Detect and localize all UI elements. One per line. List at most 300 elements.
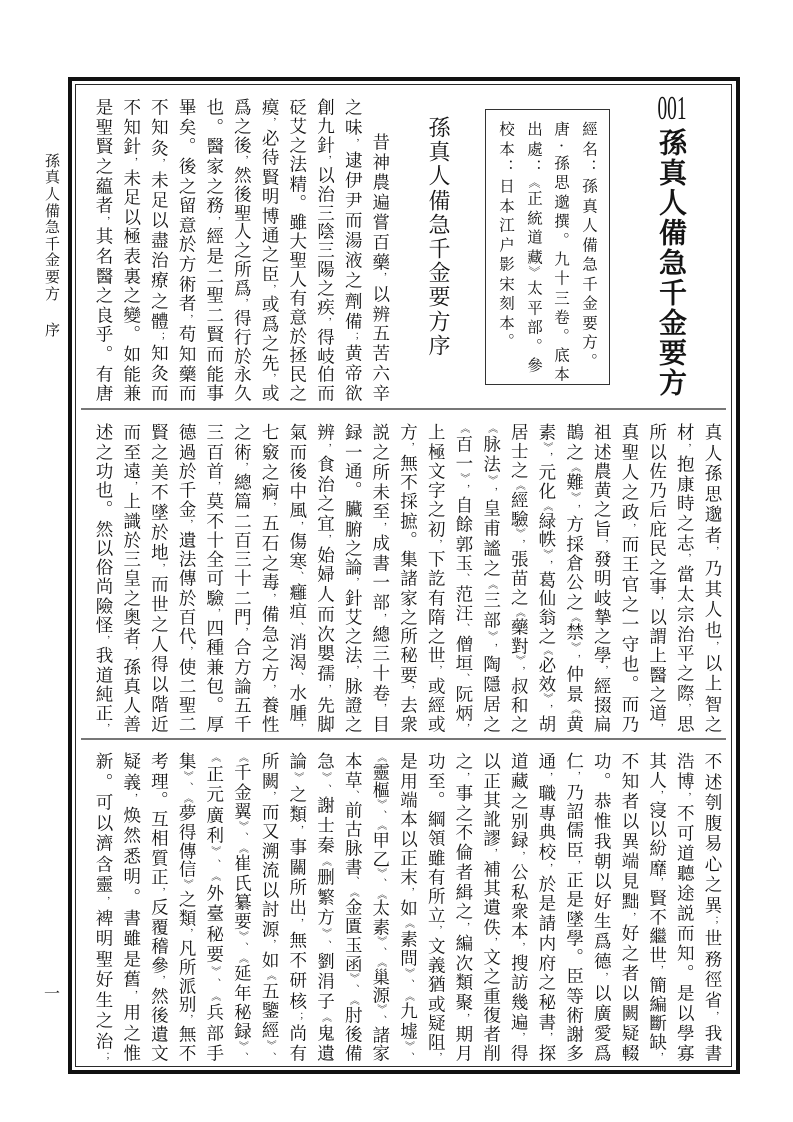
punctuation-glyph: ，: [679, 442, 691, 453]
character-glyph: 心: [702, 854, 722, 873]
character-glyph: 鵲: [563, 423, 584, 441]
text-column: [342, 752, 362, 1062]
character-glyph: 秘: [535, 993, 556, 1011]
character-glyph: 怪: [93, 615, 113, 634]
character-glyph: 義: [120, 772, 141, 791]
punctuation-glyph: ，: [291, 918, 303, 929]
character-glyph: 官: [619, 575, 639, 593]
character-glyph: 生: [93, 990, 113, 1009]
character-glyph: 五: [231, 696, 252, 714]
character-glyph: 傳: [176, 569, 197, 587]
character-glyph: 爲: [231, 279, 252, 297]
character-glyph: 所: [176, 957, 197, 976]
character-glyph: 人: [120, 696, 141, 714]
character-glyph: 異: [702, 895, 722, 914]
punctuation-glyph: ，: [98, 895, 109, 906]
character-glyph: 上: [425, 423, 446, 441]
character-glyph: 於: [176, 235, 197, 253]
character-glyph: 通: [342, 461, 363, 480]
punctuation-glyph: 。: [120, 325, 141, 343]
punctuation-glyph: 、: [319, 940, 331, 950]
punctuation-glyph: 、: [236, 1051, 248, 1062]
character-glyph: 逮: [342, 150, 363, 169]
character-glyph: 或: [425, 994, 446, 1012]
character-glyph: 之: [231, 241, 252, 259]
punctuation-glyph: ，: [651, 964, 663, 975]
character-glyph: 正: [148, 867, 169, 886]
text-column: [287, 98, 307, 402]
character-glyph: 所: [425, 887, 446, 905]
character-glyph: 佚: [480, 917, 501, 935]
character-glyph: 得: [231, 308, 252, 327]
character-glyph: 廣: [203, 805, 224, 824]
character-glyph: 識: [120, 511, 141, 529]
character-glyph: 賢: [148, 423, 169, 441]
entry-number: 001: [657, 90, 687, 127]
character-glyph: 十: [203, 530, 224, 549]
character-glyph: 之: [259, 644, 280, 662]
character-glyph: 體: [148, 311, 169, 330]
character-glyph: 校: [535, 843, 556, 861]
character-glyph: 氣: [286, 423, 307, 441]
punctuation-glyph: 》: [347, 973, 359, 984]
character-glyph: 險: [93, 596, 113, 614]
character-glyph: 二: [203, 305, 224, 324]
character-glyph: 法: [176, 550, 197, 568]
character-glyph: 述: [702, 772, 722, 791]
character-glyph: 典: [535, 823, 556, 841]
character-glyph: 岐: [314, 346, 335, 364]
character-glyph: 遺: [148, 1025, 169, 1043]
character-glyph: 我: [702, 1023, 722, 1042]
character-glyph: 金: [580, 295, 598, 311]
character-glyph: 明: [120, 867, 141, 885]
character-glyph: 藏: [508, 772, 529, 790]
character-glyph: 名: [93, 247, 113, 265]
character-glyph: 之: [342, 538, 363, 557]
character-glyph: 述: [93, 423, 113, 441]
character-glyph: 本: [342, 752, 363, 770]
punctuation-glyph: 、: [374, 809, 386, 820]
character-glyph: 疽: [286, 602, 307, 620]
character-glyph: 於: [286, 327, 307, 345]
punctuation-glyph: ；: [707, 916, 718, 927]
character-glyph: 范: [452, 584, 473, 603]
character-glyph: 十: [552, 270, 570, 286]
character-glyph: 之: [259, 245, 280, 263]
character-glyph: 事: [452, 783, 473, 802]
character-glyph: 外: [203, 884, 224, 902]
punctuation-glyph: 》: [236, 820, 248, 831]
text-column: [176, 752, 196, 1062]
character-glyph: 使: [176, 657, 197, 675]
character-glyph: 阻: [425, 1033, 446, 1051]
character-glyph: 能: [203, 364, 224, 383]
punctuation-glyph: ，: [264, 502, 276, 512]
character-glyph: 必: [259, 129, 280, 147]
character-glyph: 派: [176, 976, 197, 994]
character-glyph: 去: [397, 696, 418, 714]
character-glyph: 聽: [674, 864, 695, 882]
character-glyph: 博: [259, 206, 280, 224]
character-glyph: 孫: [580, 178, 598, 194]
character-glyph: 立: [425, 906, 446, 924]
character-glyph: 是: [120, 949, 141, 968]
character-glyph: 素: [397, 929, 418, 948]
character-glyph: 手: [203, 1044, 224, 1062]
character-glyph: 匱: [342, 917, 363, 935]
character-glyph: 以: [591, 872, 612, 890]
text-column: [315, 752, 335, 1062]
character-glyph: 類: [452, 973, 473, 991]
punctuation-glyph: ，: [236, 154, 248, 165]
character-glyph: 而: [176, 384, 197, 402]
character-glyph: 奥: [120, 607, 141, 626]
character-glyph: 針: [120, 137, 141, 155]
character-glyph: 核: [286, 991, 307, 1009]
character-glyph: 徑: [702, 970, 722, 988]
punctuation-glyph: 。: [93, 772, 113, 791]
character-glyph: 味: [342, 118, 363, 136]
text-column: [231, 423, 251, 733]
character-glyph: 之: [203, 176, 224, 195]
punctuation-glyph: 、: [291, 571, 303, 582]
character-glyph: 之: [452, 902, 473, 920]
entry-title: [655, 127, 687, 399]
text-column: [453, 752, 473, 1062]
character-glyph: 録: [508, 831, 529, 849]
character-glyph: 乃: [563, 782, 584, 801]
character-glyph: 功: [425, 752, 446, 770]
character-glyph: 利: [203, 826, 224, 844]
running-title: [42, 152, 62, 304]
text-column: [259, 98, 279, 402]
character-glyph: 惟: [120, 1044, 141, 1062]
punctuation-glyph: ，: [457, 484, 469, 495]
character-glyph: 者: [702, 525, 722, 544]
band-divider: [81, 738, 726, 740]
character-glyph: 博: [674, 772, 695, 790]
character-glyph: 出: [525, 121, 543, 137]
character-glyph: 真: [655, 158, 688, 186]
character-glyph: 然: [93, 519, 113, 537]
character-glyph: 之: [369, 443, 390, 461]
text-column: [204, 98, 224, 402]
character-glyph: 新: [93, 752, 113, 770]
character-glyph: 砭: [286, 98, 307, 116]
punctuation-glyph: ，: [264, 791, 276, 802]
character-glyph: 葛: [535, 570, 556, 589]
character-glyph: 人: [425, 164, 450, 187]
character-glyph: 爲: [591, 932, 612, 950]
character-glyph: 家: [369, 1044, 390, 1062]
character-glyph: 經: [203, 227, 224, 245]
character-glyph: 關: [286, 857, 307, 876]
character-glyph: 太: [369, 899, 390, 917]
character-glyph: 知: [148, 343, 169, 362]
punctuation-glyph: ，: [651, 790, 663, 801]
character-glyph: 渴: [286, 652, 307, 671]
character-glyph: 治: [314, 184, 335, 203]
character-glyph: 俗: [93, 558, 113, 576]
character-glyph: 汪: [452, 603, 473, 622]
character-glyph: 卷: [369, 683, 390, 702]
character-glyph: 之: [93, 157, 113, 175]
character-glyph: 莫: [203, 492, 224, 510]
punctuation-glyph: ，: [457, 921, 469, 932]
character-glyph: 全: [203, 550, 224, 568]
character-glyph: 六: [369, 364, 390, 382]
character-glyph: 表: [120, 247, 141, 265]
character-glyph: 邈: [702, 505, 722, 523]
character-glyph: 苟: [176, 325, 197, 343]
character-glyph: 之: [508, 791, 529, 810]
character-glyph: 好: [619, 924, 639, 942]
character-glyph: 探: [535, 1044, 556, 1062]
punctuation-glyph: ，: [319, 316, 331, 327]
character-glyph: 遺: [176, 530, 197, 549]
character-glyph: 字: [425, 481, 446, 499]
character-glyph: 上: [646, 646, 667, 664]
character-glyph: 之: [535, 973, 556, 991]
character-glyph: 家: [203, 157, 224, 175]
character-glyph: 僧: [452, 634, 473, 653]
character-glyph: 真: [120, 676, 141, 695]
character-glyph: 爲: [259, 314, 280, 333]
character-glyph: 術: [176, 274, 197, 293]
character-glyph: 寡: [674, 1044, 695, 1062]
character-glyph: 搜: [508, 953, 529, 971]
character-glyph: 於: [176, 461, 197, 480]
character-glyph: 編: [452, 933, 473, 952]
character-glyph: 三: [231, 550, 252, 568]
punctuation-glyph: 》: [513, 655, 525, 666]
punctuation-glyph: ，: [264, 592, 276, 603]
character-glyph: 之: [93, 442, 113, 460]
punctuation-glyph: ，: [264, 283, 276, 294]
character-glyph: 不: [646, 907, 667, 926]
character-glyph: 正: [563, 871, 584, 889]
character-glyph: 朝: [591, 852, 612, 870]
character-glyph: 家: [397, 588, 418, 606]
character-glyph: 諸: [369, 1025, 390, 1044]
character-glyph: 理: [148, 771, 169, 789]
character-glyph: 太: [674, 585, 695, 603]
character-glyph: 而: [286, 442, 307, 461]
character-glyph: 庇: [646, 519, 667, 537]
character-glyph: 之: [508, 588, 529, 606]
character-glyph: 可: [203, 569, 224, 587]
character-glyph: 闕: [259, 771, 280, 790]
character-glyph: 道: [525, 229, 543, 245]
section-label: [42, 321, 62, 339]
character-glyph: 十: [231, 569, 252, 587]
character-glyph: 一: [619, 615, 639, 633]
punctuation-glyph: 、: [291, 621, 303, 632]
punctuation-glyph: 、: [374, 878, 386, 889]
character-glyph: 然: [231, 165, 252, 184]
character-glyph: 旨: [591, 519, 612, 537]
character-glyph: 廣: [591, 1004, 612, 1022]
character-glyph: 兼: [120, 384, 141, 402]
character-glyph: 備: [43, 202, 61, 218]
character-glyph: 於: [120, 530, 141, 549]
punctuation-glyph: 、: [347, 789, 359, 800]
character-glyph: 爲: [591, 1044, 612, 1062]
character-glyph: 後: [176, 157, 197, 175]
character-glyph: 邈: [552, 193, 570, 209]
character-glyph: 得: [148, 655, 169, 673]
character-glyph: 農: [369, 173, 390, 191]
character-glyph: 通: [259, 225, 280, 244]
character-glyph: 之: [342, 627, 363, 645]
info-line-source: [524, 119, 544, 387]
character-glyph: 知: [176, 344, 197, 363]
character-glyph: 其: [480, 790, 501, 809]
info-line-author: [551, 119, 571, 387]
punctuation-glyph: 》: [319, 772, 331, 782]
character-glyph: 世: [646, 945, 667, 964]
punctuation-glyph: ，: [540, 862, 552, 873]
character-glyph: 於: [535, 874, 556, 892]
character-glyph: 賢: [646, 888, 667, 907]
character-glyph: 皇: [120, 569, 141, 587]
character-glyph: 農: [591, 461, 612, 480]
character-glyph: 秘: [231, 1002, 252, 1021]
character-glyph: 要: [397, 665, 418, 683]
character-glyph: 浩: [674, 752, 695, 770]
character-glyph: 九: [552, 250, 570, 266]
character-glyph: 民: [646, 538, 667, 557]
character-glyph: 削: [480, 1044, 501, 1062]
punctuation-glyph: 、: [291, 672, 303, 683]
punctuation-glyph: ，: [98, 723, 109, 733]
character-glyph: 臣: [259, 264, 280, 283]
punctuation-glyph: 、: [181, 781, 193, 792]
character-glyph: 人: [148, 635, 169, 653]
character-glyph: 元: [203, 785, 224, 803]
punctuation-glyph: ，: [319, 533, 331, 544]
character-glyph: 得: [314, 327, 335, 346]
character-glyph: 以: [619, 812, 639, 830]
text-column: [702, 423, 722, 733]
character-glyph: 人: [655, 188, 688, 216]
character-glyph: 志: [674, 533, 695, 552]
character-glyph: 七: [259, 423, 280, 441]
character-glyph: 名: [580, 140, 598, 156]
character-glyph: 緑: [535, 511, 556, 530]
character-glyph: 無: [397, 453, 418, 472]
character-glyph: 其: [702, 579, 722, 597]
character-glyph: 府: [535, 953, 556, 971]
character-glyph: 痾: [259, 482, 280, 500]
punctuation-glyph: ，: [402, 442, 414, 453]
punctuation-glyph: ，: [596, 665, 608, 676]
character-glyph: 明: [591, 569, 612, 587]
character-glyph: 士: [508, 442, 529, 460]
character-glyph: 矣: [176, 117, 197, 136]
punctuation-glyph: 。: [552, 231, 570, 248]
character-glyph: 甫: [480, 519, 501, 537]
character-glyph: 所: [286, 878, 307, 896]
punctuation-glyph: ，: [291, 825, 303, 835]
character-glyph: 知: [619, 772, 639, 790]
character-glyph: 辨: [314, 423, 335, 441]
character-glyph: 本: [497, 140, 515, 156]
character-glyph: 之: [619, 944, 639, 962]
character-glyph: 聖: [176, 696, 197, 714]
character-glyph: 信: [176, 860, 197, 878]
punctuation-glyph: 《: [513, 479, 525, 490]
character-glyph: 有: [93, 364, 113, 383]
character-glyph: 學: [674, 1024, 695, 1042]
character-glyph: 人: [231, 222, 252, 240]
character-glyph: 惟: [591, 812, 612, 830]
punctuation-glyph: 。: [93, 344, 113, 363]
character-glyph: 而: [619, 695, 639, 713]
character-glyph: 而: [148, 575, 169, 593]
punctuation-glyph: ，: [513, 850, 525, 861]
text-column: [702, 752, 722, 1062]
character-glyph: 孫: [552, 154, 570, 170]
character-glyph: 之: [452, 803, 473, 821]
punctuation-glyph: 》: [236, 1040, 248, 1051]
character-glyph: 伯: [314, 365, 335, 383]
punctuation-glyph: ，: [624, 523, 635, 533]
character-glyph: 證: [342, 696, 363, 714]
punctuation-glyph: ，: [153, 886, 165, 897]
character-glyph: 三: [480, 591, 501, 609]
text-column: [148, 423, 168, 733]
character-glyph: 世: [702, 929, 722, 947]
character-glyph: 之: [480, 967, 501, 985]
character-glyph: 其: [93, 227, 113, 245]
character-glyph: 私: [508, 882, 529, 900]
punctuation-glyph: 。: [286, 193, 307, 212]
character-glyph: 德: [591, 952, 612, 970]
punctuation-glyph: ，: [624, 912, 635, 922]
punctuation-glyph: ，: [125, 156, 137, 167]
character-glyph: 藏: [525, 248, 543, 264]
punctuation-glyph: 》: [374, 936, 386, 947]
character-glyph: 際: [674, 683, 695, 702]
punctuation-glyph: 、: [236, 831, 248, 842]
character-glyph: 者: [619, 792, 639, 810]
punctuation-glyph: ；: [153, 331, 165, 342]
character-glyph: 而: [120, 423, 141, 441]
character-glyph: 備: [580, 236, 598, 252]
character-glyph: 之: [425, 500, 446, 518]
character-glyph: 二: [203, 266, 224, 285]
character-glyph: 有: [425, 867, 446, 886]
character-glyph: 九: [397, 1002, 418, 1020]
character-glyph: 考: [148, 752, 169, 770]
character-glyph: 裏: [120, 266, 141, 285]
punctuation-glyph: ，: [125, 793, 137, 804]
character-glyph: 創: [314, 98, 335, 116]
character-glyph: 事: [203, 384, 224, 402]
punctuation-glyph: 》: [485, 631, 497, 641]
punctuation-glyph: ，: [236, 626, 248, 637]
character-glyph: 者: [452, 862, 473, 881]
character-glyph: 胡: [535, 715, 556, 733]
character-glyph: 之: [314, 279, 335, 297]
character-glyph: 謬: [480, 829, 501, 847]
character-glyph: 之: [148, 615, 169, 633]
character-glyph: 或: [425, 715, 446, 733]
character-glyph: 總: [369, 624, 390, 642]
character-glyph: 是: [93, 98, 113, 116]
